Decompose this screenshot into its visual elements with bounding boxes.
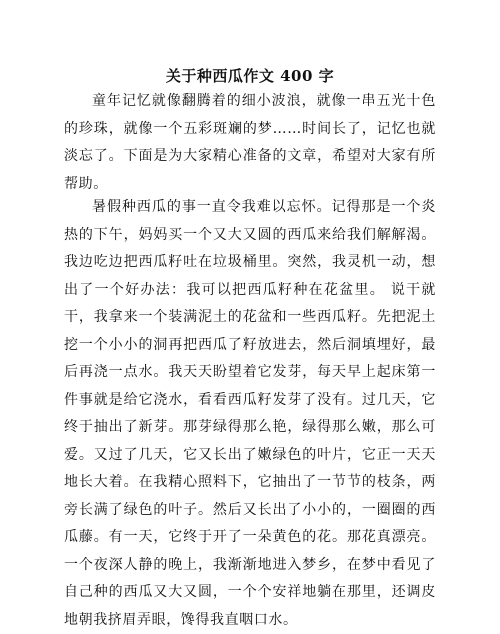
intro-paragraph: 童年记忆就像翻腾着的细小波浪，就像一串五光十色的珍珠，就像一个五彩斑斓的梦……时间长了，记忆也就淡忘了。下面是为大家精心准备的文章，希望对大家有所帮助。 (64, 93, 436, 192)
body-paragraph: 暑假种西瓜的事一直令我难以忘怀。记得那是一个炎热的下午，妈妈买一个又大又圆的西瓜来给我们解解渴。我边吃边把西瓜籽吐在垃圾桶里。突然，我灵机一动，想出了一个好办法：我可以把西瓜籽种在花盆里。 说干就干，我拿来一个装满泥土的花盆和一些西瓜籽。先把泥土挖一个小小的洞再把西瓜了籽放进去，然后洞填埋好，最后再浇一点水。我天天盼望着它发芽，每天早上起床第一件事就是给它浇水，看看西瓜籽发芽了没有。过几天，它终于抽出了新芽。那芽绿得那么艳，绿得那么嫩，那么可爱。又过了几天，它又长出了嫩绿色的叶片，它正一天天地长大着。在我精心照料下，它抽出了一节节的枝条，两旁长满了绿色的叶子。然后又长出了小小的，一圈圈的西瓜藤。有一天，它终于开了一朵黄色的花。那花真漂亮。 一个夜深人静的晚上，我渐渐地进入梦乡，在梦中看见了自己种的西瓜又大又圆，一个个安祥地躺在那里，还调皮地朝我挤眉弄眼，馋得我直咽口水。 (64, 199, 436, 628)
document-title: 关于种西瓜作文 400 字 (165, 67, 335, 85)
